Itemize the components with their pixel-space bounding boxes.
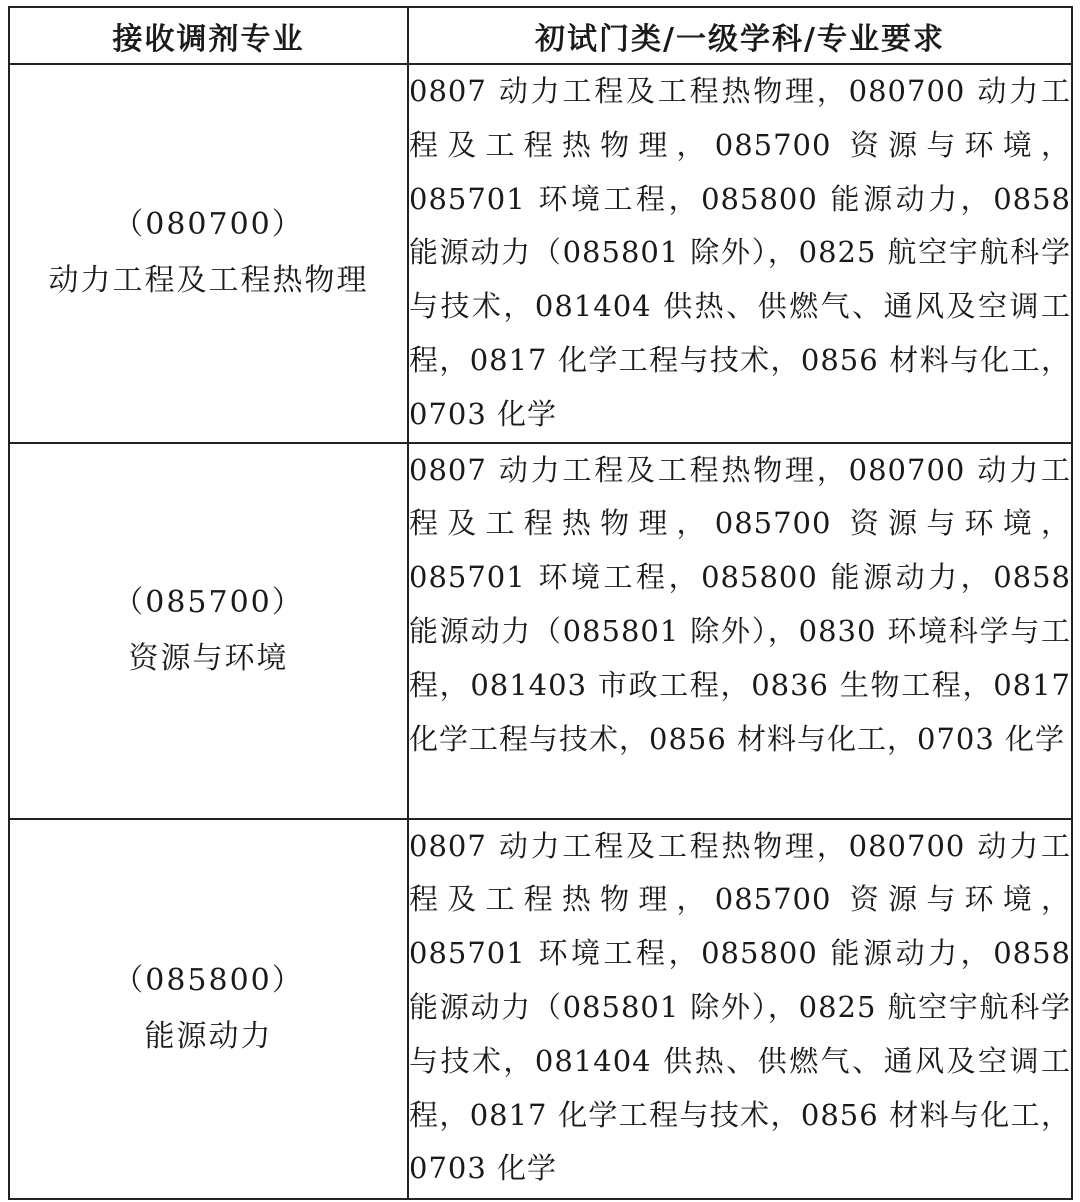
major-cell <box>9 819 408 1199</box>
adjustment-majors-table <box>8 6 1073 1200</box>
requirement-cell: 0807 动力工程及工程热物理，080700 动力工程及工程热物理，085700 资源与环境，085701 环境工程，085800 能源动力，0858 能源动力（085801 除外），0830 环境科学与工程，081403 市政工程，0836 生物工程，0817 化学工程与技术，0856 材料与化工，0703 化学 <box>408 443 1072 819</box>
header-row <box>9 7 1072 64</box>
table-row <box>9 819 1072 1199</box>
major-cell <box>9 64 408 443</box>
major-code: （085800） <box>113 962 304 998</box>
major-name: 动力工程及工程热物理 <box>48 263 369 299</box>
requirement-cell: 0807 动力工程及工程热物理，080700 动力工程及工程热物理，085700 资源与环境，085701 环境工程，085800 能源动力，0858 能源动力（085801 除外），0825 航空宇航科学与技术，081404 供热、供燃气、通风及空调工程，0817 化学工程与技术，0856 材料与化工，0703 化学 <box>408 64 1072 443</box>
requirement-cell: 0807 动力工程及工程热物理，080700 动力工程及工程热物理，085700 资源与环境，085701 环境工程，085800 能源动力，0858 能源动力（085801 除外），0825 航空宇航科学与技术，081404 供热、供燃气、通风及空调工程，0817 化学工程与技术，0856 材料与化工，0703 化学 <box>408 819 1072 1199</box>
table-row <box>9 443 1072 819</box>
major-code: （085700） <box>113 584 304 620</box>
header-requirement: 初试门类/一级学科/专业要求 <box>408 7 1072 64</box>
major-name: 能源动力 <box>144 1018 273 1054</box>
major-cell <box>9 443 408 819</box>
major-name: 资源与环境 <box>128 640 289 676</box>
major-code: （080700） <box>113 207 304 243</box>
table-row <box>9 64 1072 443</box>
header-major: 接收调剂专业 <box>9 7 408 64</box>
